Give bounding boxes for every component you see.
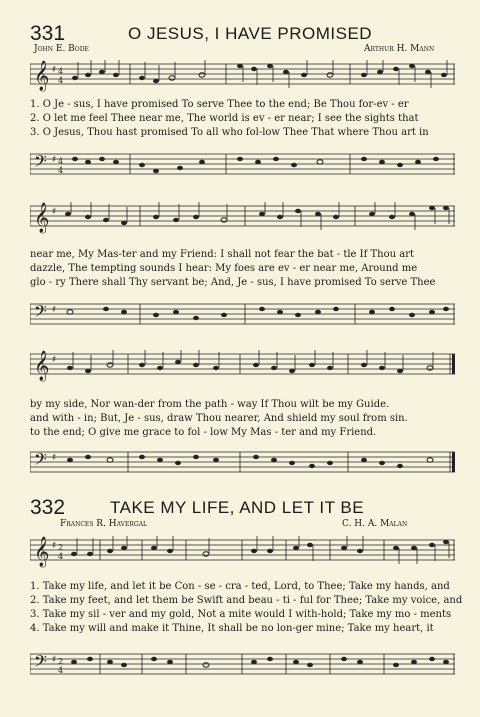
lyric-line: 4. Take my will and make it Thine, It shall be no lon-ger mine; Take my heart, it <box>30 623 434 634</box>
lyric-line: to the end; O give me grace to fol - low My Mas - ter and my Friend. <box>30 427 377 438</box>
svg-text:𝄢: 𝄢 <box>34 449 47 473</box>
hymn-331-header <box>30 22 460 62</box>
bass-staff-notation <box>30 300 455 336</box>
hymn-composer: C. H. A. Malan <box>342 519 408 529</box>
svg-text:♯: ♯ <box>52 655 57 665</box>
treble-staff-notation <box>30 202 455 238</box>
treble-staff <box>30 536 455 567</box>
lyrics-block <box>30 580 463 636</box>
hymn-332-header <box>30 496 460 532</box>
svg-text:𝄢: 𝄢 <box>34 151 47 175</box>
bass-staff <box>30 448 455 474</box>
lyrics-block <box>30 248 455 290</box>
lyric-line: 3. Take my sil - ver and my gold, Not a mite would I with-hold; Take my mo - ments <box>30 609 452 620</box>
lyrics-block <box>30 98 455 140</box>
lyric-line: 1. O Je - sus, I have promised To serve Thee to the end; Be Thou for-ev - er <box>30 99 409 110</box>
svg-text:♯: ♯ <box>52 541 57 551</box>
lyric-line: glo - ry There shall Thy servant be; And, Je - sus, I have promised To serve Thee <box>30 277 436 288</box>
treble-staff-notation <box>30 350 455 386</box>
music-system-3 <box>30 348 455 478</box>
treble-staff-notation <box>30 536 455 572</box>
svg-text:♯: ♯ <box>52 355 57 365</box>
svg-text:2: 2 <box>58 657 64 666</box>
svg-text:𝄢: 𝄢 <box>34 651 47 675</box>
svg-text:𝄢: 𝄢 <box>34 301 47 325</box>
bass-staff <box>30 650 455 676</box>
treble-staff <box>30 202 455 233</box>
svg-text:4: 4 <box>58 76 64 85</box>
hymn-title: TAKE MY LIFE, AND LET IT BE <box>110 498 365 517</box>
svg-text:♯: ♯ <box>52 207 57 217</box>
lyric-line: 3. O Jesus, Thou hast promised To all who fol-low Thee That where Thou art in <box>30 127 429 138</box>
treble-staff <box>30 350 455 381</box>
bass-staff <box>30 300 455 326</box>
music-system-4 <box>30 534 463 714</box>
music-system-1 <box>30 58 455 198</box>
svg-text:♯: ♯ <box>52 65 57 75</box>
hymn-number: 332 <box>30 496 66 519</box>
svg-text:𝄞: 𝄞 <box>34 203 50 233</box>
bass-staff-notation <box>30 650 455 690</box>
svg-text:♯: ♯ <box>52 155 57 165</box>
svg-text:4: 4 <box>58 157 64 166</box>
lyric-line: by my side, Nor wan-der from the path - way If Thou wilt be my Guide. <box>30 399 390 410</box>
svg-text:♯: ♯ <box>52 453 57 463</box>
hymn-number: 331 <box>30 22 66 45</box>
lyrics-block <box>30 398 455 440</box>
svg-text:4: 4 <box>58 552 64 561</box>
svg-text:4: 4 <box>58 166 64 175</box>
svg-text:4: 4 <box>58 67 64 76</box>
lyric-line: 2. O let me feel Thee near me, The world is ev - er near; I see the sights that <box>30 113 419 124</box>
svg-text:2: 2 <box>58 543 64 552</box>
hymn-author: John E. Bode <box>34 44 89 54</box>
bass-staff-notation <box>30 448 455 484</box>
bass-staff <box>30 150 455 176</box>
lyric-line: and with - in; But, Je - sus, draw Thou nearer, And shield my soul from sin. <box>30 413 408 424</box>
lyric-line: 2. Take my feet, and let them be Swift and beau - ti - ful for Thee; Take my voice, and <box>30 595 463 606</box>
lyric-line: dazzle, The tempting sounds I hear: My foes are ev - er near me, Around me <box>30 263 418 274</box>
svg-text:4: 4 <box>58 666 64 675</box>
bass-staff-notation <box>30 150 455 186</box>
svg-text:♯: ♯ <box>52 305 57 315</box>
svg-text:𝄞: 𝄞 <box>34 61 50 91</box>
treble-staff <box>30 60 455 91</box>
music-system-2 <box>30 200 455 340</box>
lyric-line: 1. Take my life, and let it be Con - se - cra - ted, Lord, to Thee; Take my hands, and <box>30 581 450 592</box>
lyric-line: near me, My Mas-ter and my Friend: I shall not fear the bat - tle If Thou art <box>30 249 414 260</box>
hymn-composer: Arthur H. Mann <box>364 44 435 54</box>
svg-text:𝄞: 𝄞 <box>34 351 50 381</box>
hymn-author: Frances R. Havergal <box>60 519 148 529</box>
svg-text:𝄞: 𝄞 <box>34 537 50 567</box>
hymn-title: O JESUS, I HAVE PROMISED <box>128 24 373 43</box>
treble-staff-notation <box>30 60 455 96</box>
